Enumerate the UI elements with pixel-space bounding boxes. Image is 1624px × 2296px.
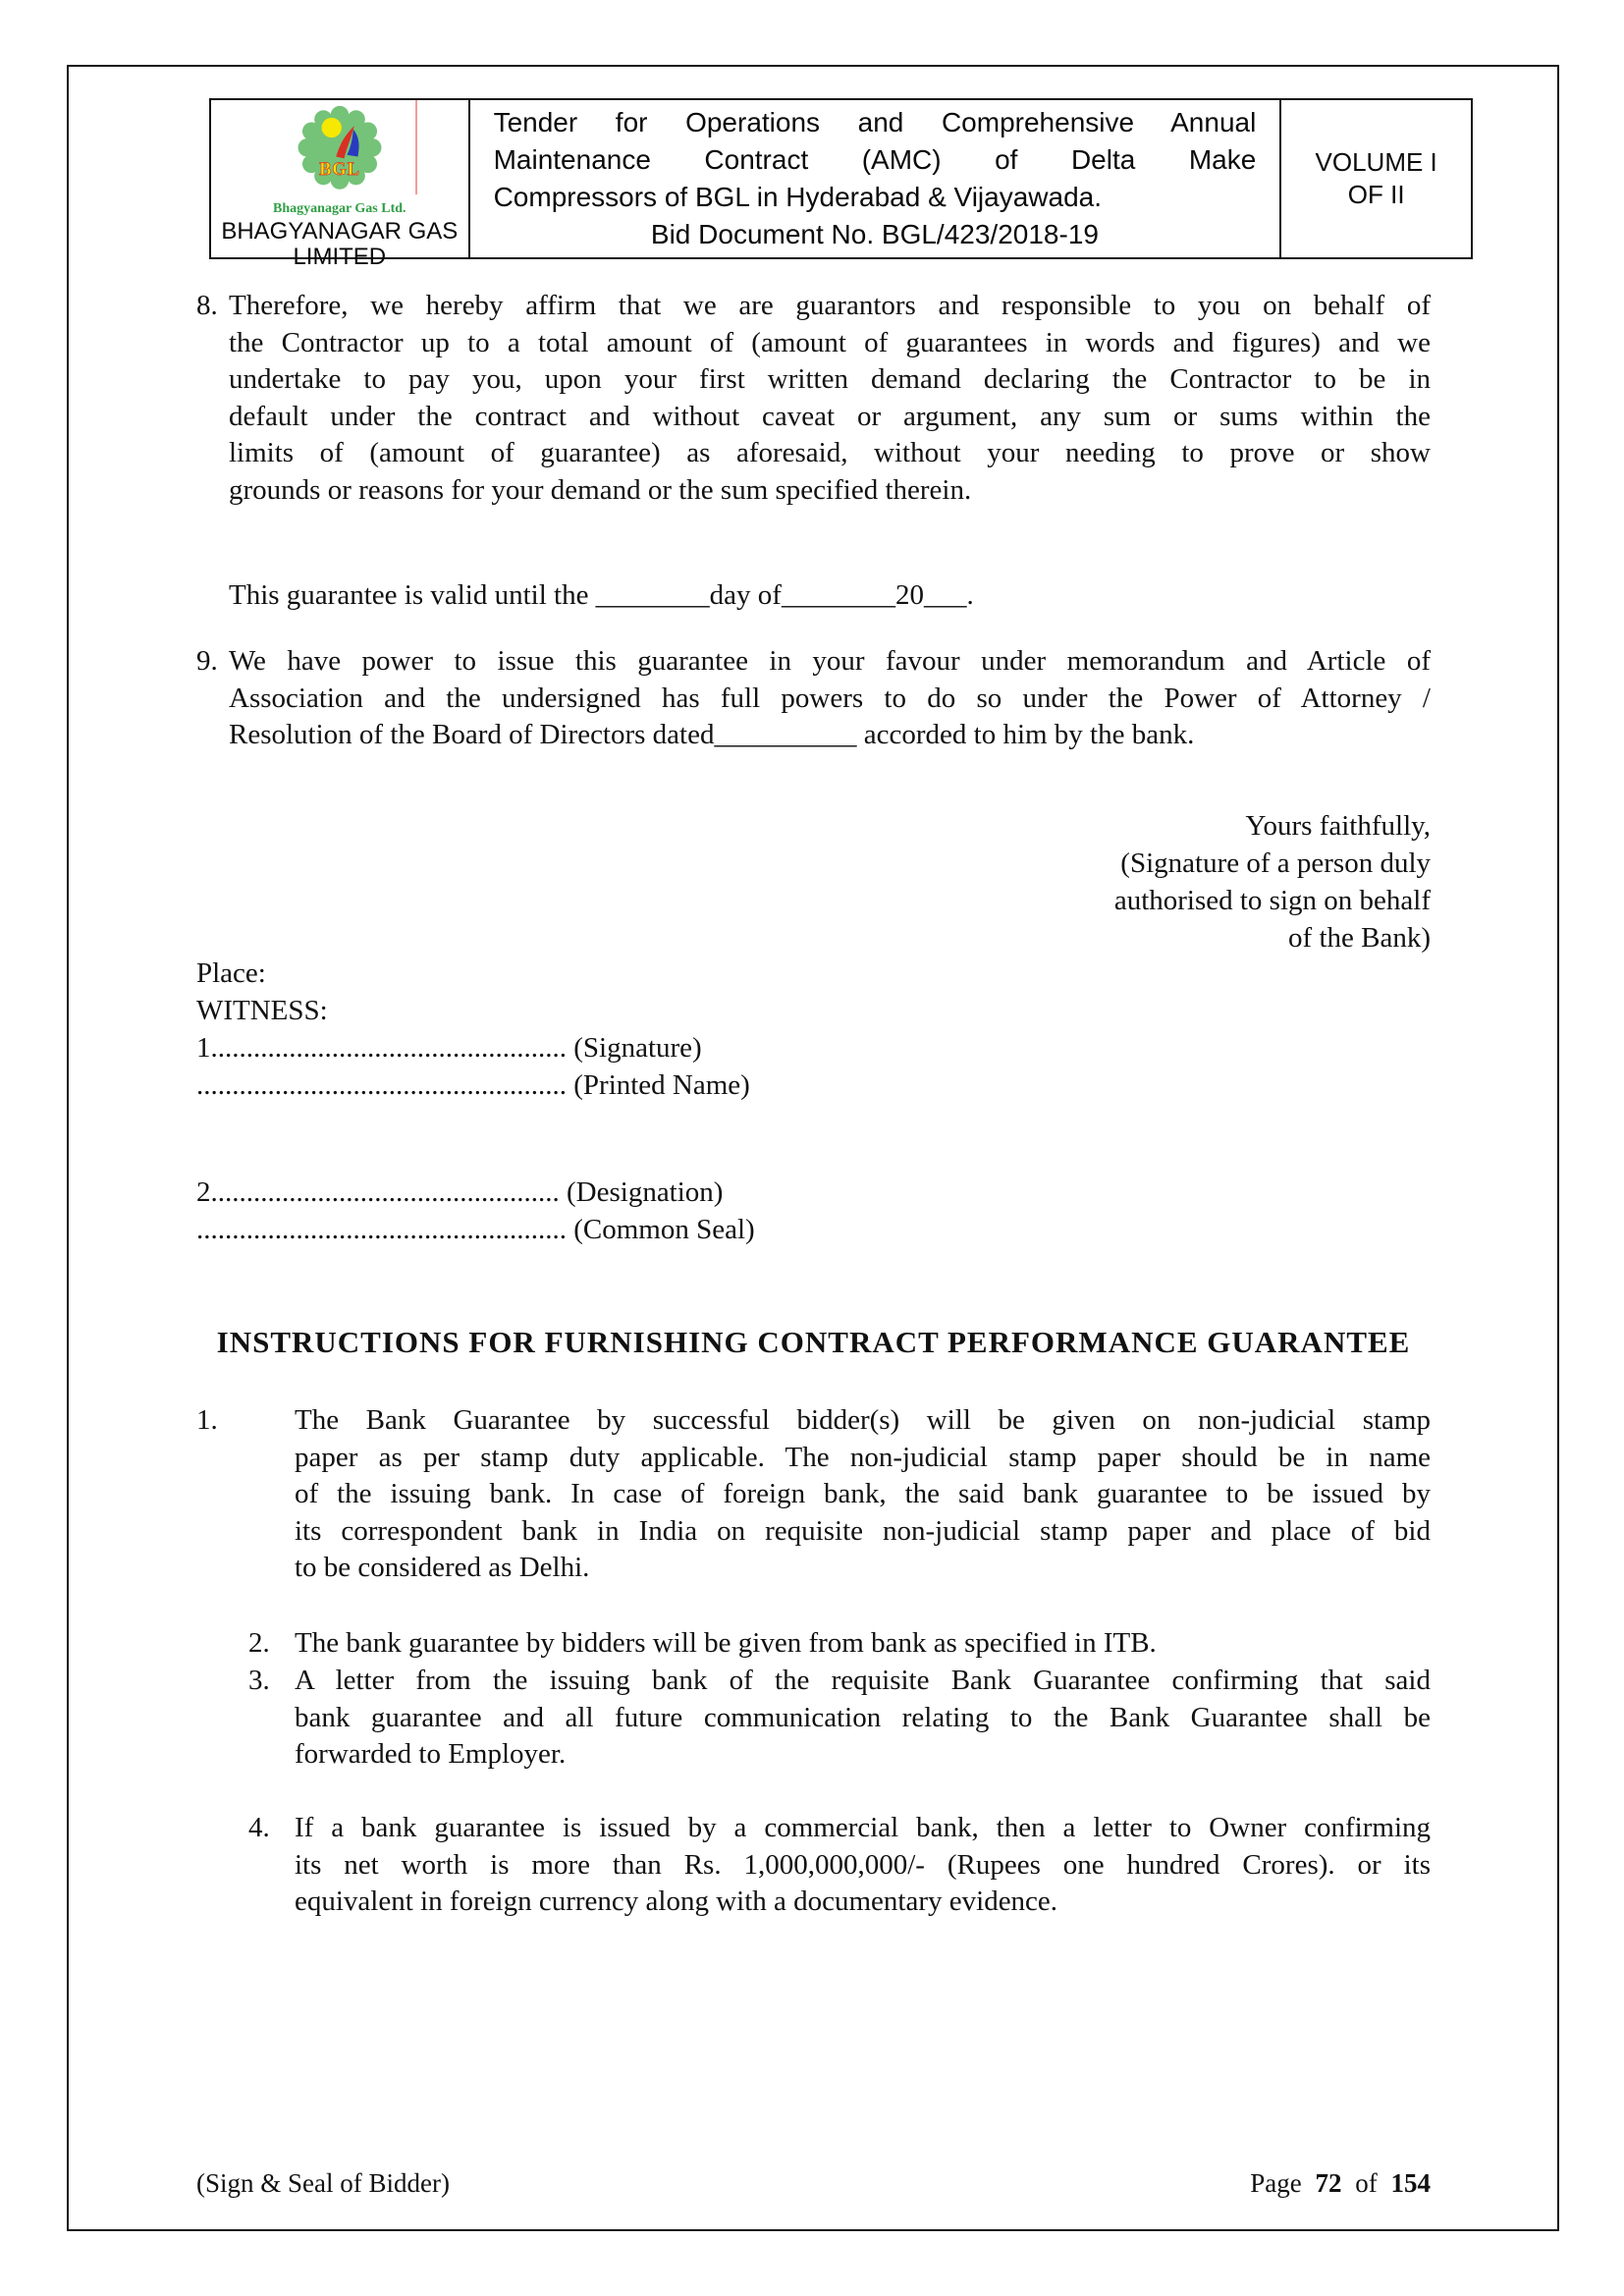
text-line: the Contractor up to a total amount of (amount of guarantees in words and figures) and we xyxy=(229,326,1431,358)
text-line: The Bank Guarantee by successful bidder(s) will be given on non-judicial stamp xyxy=(295,1404,1431,1436)
instruction-1-number: 1. xyxy=(196,1404,218,1436)
instruction-3-text xyxy=(295,1663,1431,1774)
of-word: of xyxy=(1355,2168,1378,2198)
witness1-printed-name-line: .................................................... (Printed Name) xyxy=(196,1069,750,1101)
clause-8-text xyxy=(229,288,1431,509)
instruction-4-text xyxy=(295,1810,1431,1921)
company-name-line2: LIMITED xyxy=(293,244,387,270)
page-word: Page xyxy=(1250,2168,1302,2198)
text-line: equivalent in foreign currency along with a documentary evidence. xyxy=(295,1886,1058,1917)
text-line: limits of (amount of guarantee) as aforesaid, without your needing to prove or show xyxy=(229,437,1431,468)
document-body xyxy=(196,0,1431,2296)
text-line: undertake to pay you, upon your first written demand declaring the Contractor to be in xyxy=(229,363,1431,395)
logo-acronym: BGL xyxy=(318,159,360,179)
instruction-2 xyxy=(248,1625,1431,1663)
closing-block xyxy=(1114,807,1431,957)
title-line: Maintenance Contract (AMC) of Delta Make xyxy=(493,144,1257,175)
closing-line: of the Bank) xyxy=(1288,922,1431,954)
page-number: 72 xyxy=(1315,2168,1342,2198)
instruction-4-number: 4. xyxy=(248,1812,270,1843)
sign-seal-label: (Sign & Seal of Bidder) xyxy=(196,2168,450,2198)
instruction-1 xyxy=(196,1402,1431,1587)
validity-line: This guarantee is valid until the ________day of________20___. xyxy=(229,579,974,611)
instruction-1-text xyxy=(295,1402,1431,1587)
closing-line: Yours faithfully, xyxy=(1245,810,1431,842)
total-pages: 154 xyxy=(1390,2168,1431,2198)
bid-document-number: Bid Document No. BGL/423/2018-19 xyxy=(650,219,1099,249)
instruction-2-number: 2. xyxy=(248,1627,270,1659)
volume-line1: VOLUME I xyxy=(1315,147,1437,177)
page-indicator xyxy=(1250,2165,1431,2203)
instruction-2-text: The bank guarantee by bidders will be given from bank as specified in ITB. xyxy=(295,1627,1157,1659)
place-label: Place: xyxy=(196,957,266,989)
closing-line: authorised to sign on behalf xyxy=(1113,885,1431,916)
company-name-line1: BHAGYANAGAR GAS xyxy=(221,218,459,245)
closing-line: (Signature of a person duly xyxy=(1120,847,1431,879)
text-line: bank guarantee and all future communication relating to the Bank Guarantee shall be xyxy=(295,1701,1431,1733)
text-line: grounds or reasons for your demand or the sum specified therein. xyxy=(229,473,972,506)
instructions-heading: INSTRUCTIONS FOR FURNISHING CONTRACT PERFORMANCE GUARANTEE xyxy=(216,1325,1411,1359)
text-line: of the issuing bank. In case of foreign bank, the said bank guarantee to be issued by xyxy=(295,1478,1431,1509)
witness-label: WITNESS: xyxy=(196,995,328,1026)
instruction-4 xyxy=(248,1810,1431,1921)
text-line: We have power to issue this guarantee in your favour under memorandum and Article of xyxy=(229,645,1431,677)
text-line: default under the contract and without caveat or argument, any sum or sums within the xyxy=(229,400,1431,432)
text-line: forwarded to Employer. xyxy=(295,1738,567,1770)
instruction-3 xyxy=(248,1663,1431,1774)
clause-9 xyxy=(196,643,1431,754)
title-line: Compressors of BGL in Hyderabad & Vijayawada. xyxy=(493,182,1102,212)
clause-9-number: 9. xyxy=(196,645,218,677)
witness2-designation-line: 2................................................. (Designation) xyxy=(196,1176,724,1208)
text-line: Therefore, we hereby affirm that we are guarantors and responsible to you on behalf of xyxy=(229,290,1431,321)
text-line: A letter from the issuing bank of the requisite Bank Guarantee confirming that said xyxy=(295,1665,1431,1696)
logo-sub-label: Bhagyanagar Gas Ltd. xyxy=(273,201,406,216)
text-line: If a bank guarantee is issued by a commercial bank, then a letter to Owner confirming xyxy=(295,1812,1431,1843)
text-line: to be considered as Delhi. xyxy=(295,1552,590,1583)
text-line: its correspondent bank in India on requisite non-judicial stamp paper and place of bid xyxy=(295,1514,1431,1547)
witness1-signature-line: 1.................................................. (Signature) xyxy=(196,1032,702,1064)
text-line: its net worth is more than Rs. 1,000,000,000/- (Rupees one hundred Crores). or its xyxy=(295,1848,1431,1881)
instruction-3-number: 3. xyxy=(248,1665,270,1696)
witness2-common-seal-line: .................................................... (Common Seal) xyxy=(196,1214,755,1245)
title-line: Tender for Operations and Comprehensive Annual xyxy=(493,107,1257,137)
text-line: Association and the undersigned has full powers to do so under the Power of Attorney / xyxy=(229,682,1431,714)
text-line: Resolution of the Board of Directors dated__________ accorded to him by the bank. xyxy=(229,719,1195,750)
volume-line2: OF II xyxy=(1347,180,1405,209)
clause-8 xyxy=(196,288,1431,509)
clause-8-number: 8. xyxy=(196,290,218,321)
page-footer xyxy=(196,2165,1431,2203)
text-line: paper as per stamp duty applicable. The non-judicial stamp paper should be in name xyxy=(295,1441,1431,1473)
clause-9-text xyxy=(229,643,1431,754)
